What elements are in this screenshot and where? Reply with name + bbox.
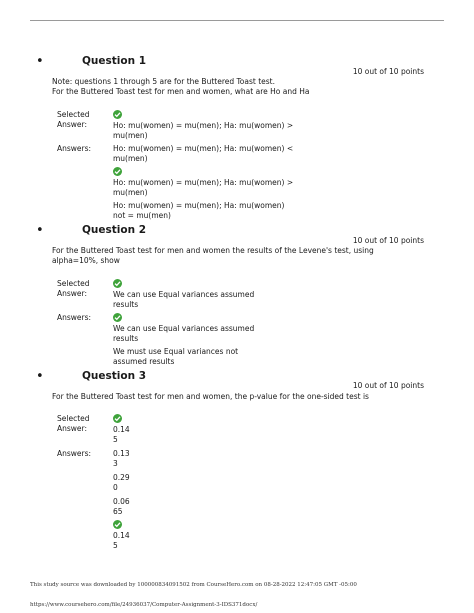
selected-answer-label: Selected Answer:	[57, 414, 90, 433]
check-circle-icon	[113, 414, 122, 423]
bullet: •	[36, 369, 44, 384]
bullet: •	[36, 54, 44, 69]
score: 10 out of 10 points	[352, 381, 424, 390]
score: 10 out of 10 points	[352, 236, 424, 245]
answer-option: 0.14 5	[113, 531, 130, 550]
selected-answer: 0.14 5	[113, 425, 130, 444]
check-circle-icon	[113, 279, 122, 288]
question-title: Question 3	[82, 370, 147, 382]
answer-option: 0.06 65	[113, 497, 130, 516]
question-title: Question 2	[82, 224, 147, 236]
check-circle-icon	[113, 313, 122, 322]
footer-source-note: This study source was downloaded by 100000834091502 from CourseHero.com on 08-28-2022 12:47:05 GMT -05:00	[30, 582, 357, 588]
question-prompt: For the Buttered Toast test for men and women the results of the Levene's test, using alpha=10%, show	[52, 246, 374, 265]
check-circle-icon	[113, 110, 122, 119]
answer-option: We can use Equal variances assumed results	[113, 324, 255, 343]
selected-answer: Ho: mu(women) = mu(men); Ha: mu(women) > mu(men)	[113, 121, 294, 140]
answer-option: 0.29 0	[113, 473, 130, 492]
answer-option: Ho: mu(women) = mu(men); Ha: mu(women) > mu(men)	[113, 178, 294, 197]
answers-label: Answers:	[57, 449, 92, 458]
question-title: Question 1	[82, 55, 147, 67]
bullet: •	[36, 223, 44, 238]
answers-label: Answers:	[57, 144, 92, 153]
selected-answer-label: Selected Answer:	[57, 279, 90, 298]
answer-option: Ho: mu(women) = mu(men); Ha: mu(women) not = mu(men)	[113, 201, 285, 220]
check-circle-icon	[113, 167, 122, 176]
question-prompt: Note: questions 1 through 5 are for the Buttered Toast test. For the Buttered Toast test for men and women, what are Ho and Ha	[52, 77, 310, 96]
footer-url[interactable]: https://www.coursehero.com/file/24936037/Computer-Assignment-3-IDS371docx/	[30, 602, 258, 608]
answers-label: Answers:	[57, 313, 92, 322]
answer-option: 0.13 3	[113, 449, 130, 468]
check-circle-icon	[113, 520, 122, 529]
answer-option: Ho: mu(women) = mu(men); Ha: mu(women) < mu(men)	[113, 144, 294, 163]
question-prompt: For the Buttered Toast test for men and women, the p-value for the one-sided test is	[52, 392, 369, 401]
selected-answer: We can use Equal variances assumed results	[113, 290, 255, 309]
answer-option: We must use Equal variances not assumed results	[113, 347, 239, 366]
selected-answer-label: Selected Answer:	[57, 110, 90, 129]
top-divider	[30, 20, 444, 21]
score: 10 out of 10 points	[352, 67, 424, 76]
